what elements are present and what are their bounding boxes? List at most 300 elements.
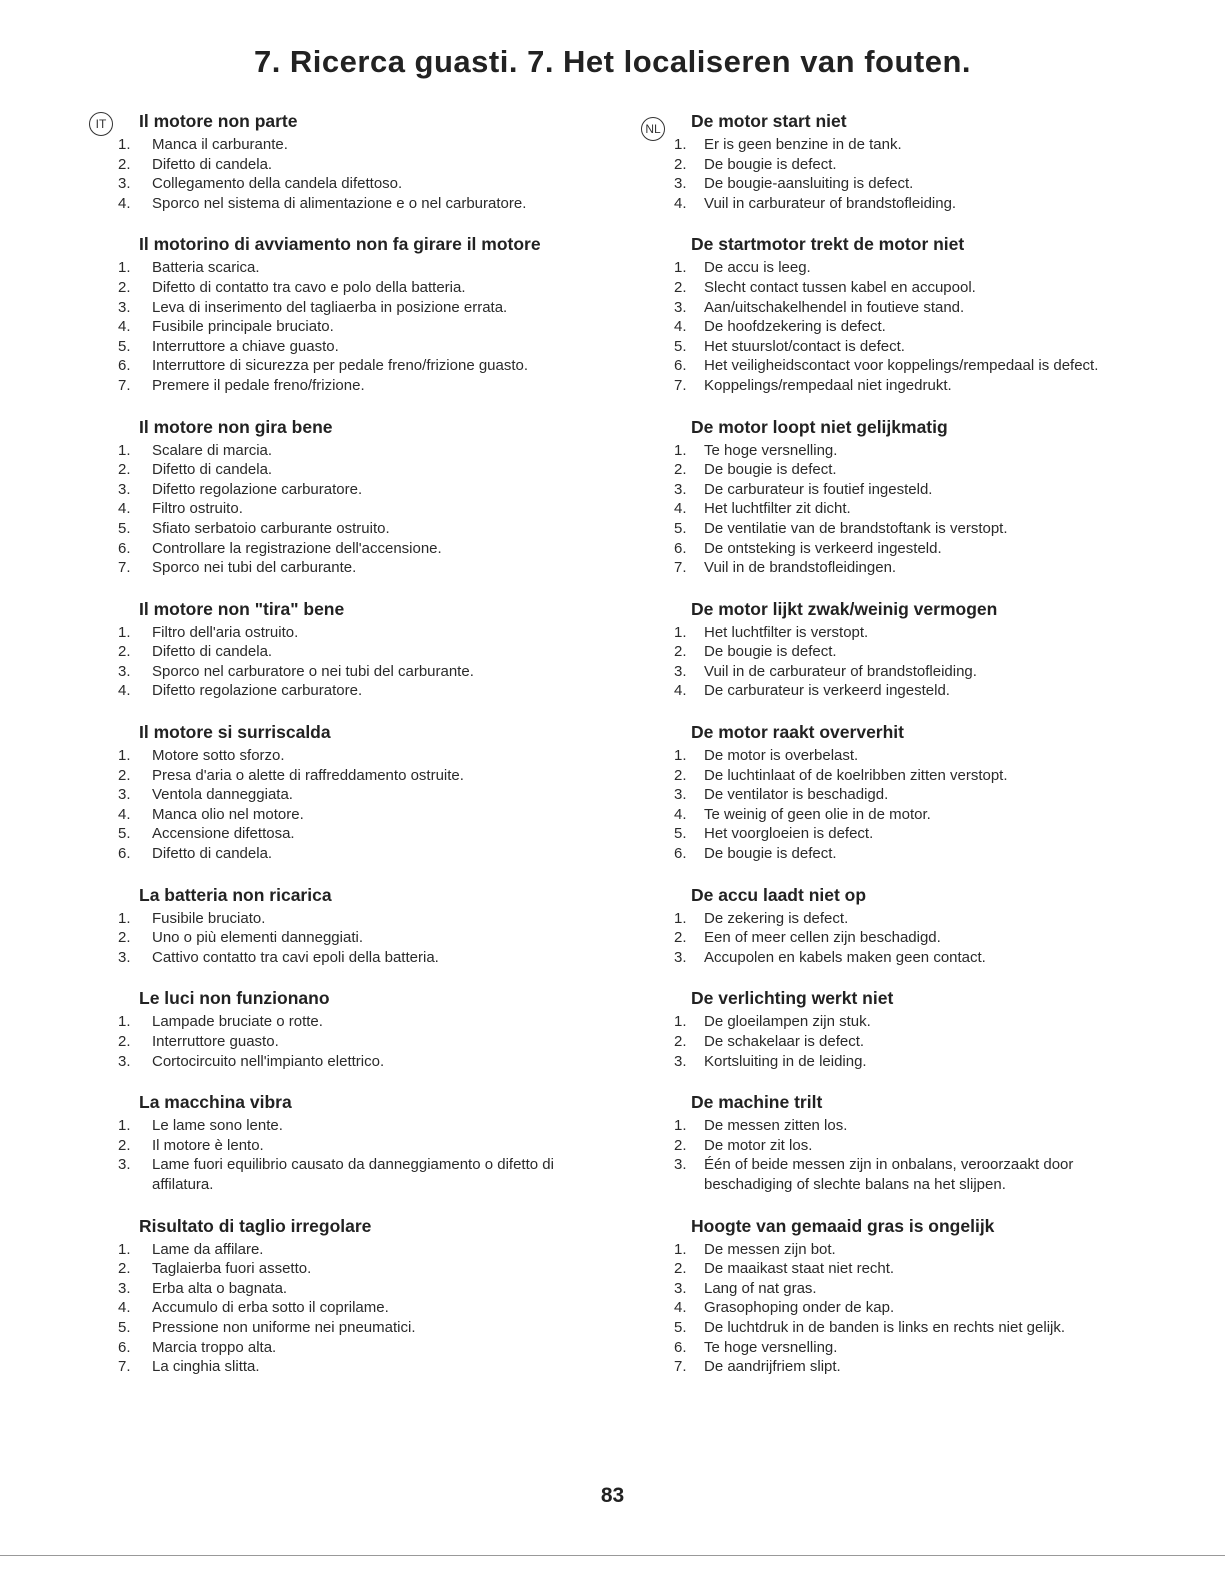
list-item-text: Te hoge versnelling. bbox=[704, 1338, 838, 1356]
list-item bbox=[112, 155, 612, 175]
list-item-number: 2. bbox=[674, 643, 687, 661]
list-item-text: De ventilatie van de brandstoftank is verstopt. bbox=[704, 519, 1008, 537]
list-item bbox=[666, 746, 1156, 766]
list-item bbox=[112, 928, 612, 948]
list-item bbox=[666, 1318, 1156, 1338]
list-item-text: Motore sotto sforzo. bbox=[152, 747, 285, 765]
fault-section bbox=[112, 987, 612, 1071]
list-item-number: 5. bbox=[674, 519, 687, 537]
list-item-text: De gloeilampen zijn stuk. bbox=[704, 1013, 871, 1031]
section-heading: De verlichting werkt niet bbox=[691, 988, 894, 1009]
list-item-number: 3. bbox=[118, 1279, 131, 1297]
section-heading: De machine trilt bbox=[691, 1092, 823, 1113]
list-item bbox=[666, 317, 1156, 337]
list-item bbox=[666, 499, 1156, 519]
list-item-text: Difetto di candela. bbox=[152, 643, 273, 661]
list-item bbox=[112, 1012, 612, 1032]
list-item bbox=[112, 298, 612, 318]
list-item-text: Batteria scarica. bbox=[152, 259, 260, 277]
fault-section bbox=[666, 987, 1156, 1071]
cause-list bbox=[666, 1116, 1156, 1194]
list-item-number: 7. bbox=[674, 1358, 687, 1376]
list-item bbox=[666, 1116, 1156, 1136]
list-item-text: Aan/uitschakelhendel in foutieve stand. bbox=[704, 298, 965, 316]
section-heading: Il motore non parte bbox=[139, 111, 298, 131]
list-item-text: Difetto di candela. bbox=[152, 461, 273, 479]
section-heading: La batteria non ricarica bbox=[139, 884, 332, 905]
list-item bbox=[666, 909, 1156, 929]
list-item-number: 2. bbox=[118, 643, 131, 661]
list-item bbox=[666, 1357, 1156, 1377]
list-item-number: 3. bbox=[674, 1279, 687, 1297]
list-item-text: Difetto regolazione carburatore. bbox=[152, 480, 363, 498]
cause-list bbox=[112, 1240, 612, 1377]
fault-section bbox=[112, 721, 612, 864]
list-item-text: Scalare di marcia. bbox=[152, 441, 273, 459]
list-item bbox=[666, 460, 1156, 480]
list-item-number: 5. bbox=[118, 519, 131, 537]
list-item bbox=[112, 1116, 612, 1136]
list-item-number: 6. bbox=[674, 539, 687, 557]
list-item-number: 7. bbox=[118, 559, 131, 577]
list-item-text: Premere il pedale freno/frizione. bbox=[152, 376, 365, 394]
list-item-number: 4. bbox=[674, 1299, 687, 1317]
list-item-number: 2. bbox=[674, 929, 687, 947]
list-item-text: De bougie is defect. bbox=[704, 155, 837, 173]
list-item-number: 4. bbox=[674, 682, 687, 700]
list-item bbox=[666, 480, 1156, 500]
list-item-number: 6. bbox=[674, 1338, 687, 1356]
list-item bbox=[112, 824, 612, 844]
language-badge-nl: NL bbox=[641, 117, 665, 141]
list-item bbox=[112, 135, 612, 155]
list-item-number: 2. bbox=[118, 155, 131, 173]
cause-list bbox=[112, 135, 612, 213]
list-item bbox=[666, 766, 1156, 786]
list-item-number: 1. bbox=[118, 909, 131, 927]
cause-list bbox=[112, 441, 612, 578]
list-item-number: 3. bbox=[118, 298, 131, 316]
list-item-number: 2. bbox=[118, 461, 131, 479]
list-item-number: 1. bbox=[674, 747, 687, 765]
list-item bbox=[666, 1052, 1156, 1072]
list-item bbox=[112, 1032, 612, 1052]
list-item-number: 3. bbox=[118, 948, 131, 966]
list-item-number: 3. bbox=[674, 662, 687, 680]
section-heading: De startmotor trekt de motor niet bbox=[691, 234, 965, 255]
list-item-text: Vuil in de brandstofleidingen. bbox=[704, 559, 897, 577]
list-item-text: De motor is overbelast. bbox=[704, 747, 859, 765]
list-item-number: 2. bbox=[674, 155, 687, 173]
list-item-text: De carburateur is foutief ingesteld. bbox=[704, 480, 933, 498]
list-item-number: 1. bbox=[118, 1013, 131, 1031]
list-item-text: Interruttore guasto. bbox=[152, 1033, 279, 1050]
cause-list bbox=[112, 623, 612, 701]
list-item-text: De hoofdzekering is defect. bbox=[704, 318, 886, 336]
list-item-text: Taglaierba fuori assetto. bbox=[152, 1260, 312, 1278]
list-item bbox=[112, 480, 612, 500]
list-item-number: 5. bbox=[118, 825, 131, 843]
list-item-number: 4. bbox=[118, 194, 131, 212]
list-item-text: Vuil in carburateur of brandstofleiding. bbox=[704, 194, 957, 212]
list-item-text: Uno o più elementi danneggiati. bbox=[152, 929, 363, 947]
list-item bbox=[112, 376, 612, 396]
list-item-number: 4. bbox=[118, 805, 131, 823]
list-item-number: 3. bbox=[674, 1156, 687, 1174]
list-item-text: De maaikast staat niet recht. bbox=[704, 1260, 895, 1278]
list-item-number: 3. bbox=[118, 786, 131, 804]
list-item-text: De schakelaar is defect. bbox=[704, 1033, 865, 1050]
section-heading: De motor lijkt zwak/weinig vermogen bbox=[691, 598, 998, 619]
list-item-number: 1. bbox=[118, 1117, 131, 1135]
list-item bbox=[666, 805, 1156, 825]
section-heading: Le luci non funzionano bbox=[139, 988, 330, 1009]
list-item-number: 6. bbox=[674, 357, 687, 375]
list-item-number: 5. bbox=[118, 337, 131, 355]
section-heading: Risultato di taglio irregolare bbox=[139, 1215, 372, 1236]
list-item bbox=[112, 174, 612, 194]
list-item-text: De luchtinlaat of de koelribben zitten verstopt. bbox=[704, 766, 1008, 784]
cause-list bbox=[666, 623, 1156, 701]
list-item bbox=[112, 519, 612, 539]
list-item-number: 5. bbox=[118, 1318, 131, 1336]
list-item bbox=[112, 642, 612, 662]
list-item-text: Lampade bruciate o rotte. bbox=[152, 1013, 323, 1031]
list-item-number: 1. bbox=[674, 1240, 687, 1258]
list-item-number: 3. bbox=[674, 786, 687, 804]
section-heading: Il motore non "tira" bene bbox=[139, 598, 345, 619]
list-item-number: 3. bbox=[674, 480, 687, 498]
cause-list bbox=[666, 135, 1156, 213]
list-item-number: 6. bbox=[118, 357, 131, 375]
list-item-text: Sfiato serbatoio carburante ostruito. bbox=[152, 519, 390, 537]
list-item bbox=[112, 785, 612, 805]
list-item-text: Leva di inserimento del tagliaerba in posizione errata. bbox=[152, 298, 508, 316]
section-heading: Il motorino di avviamento non fa girare il motore bbox=[139, 234, 541, 255]
list-item-text: Ventola danneggiata. bbox=[152, 786, 293, 804]
list-item-number: 7. bbox=[674, 559, 687, 577]
section-heading: Il motore si surriscalda bbox=[139, 722, 331, 743]
list-item-number: 3. bbox=[118, 1052, 131, 1070]
list-item bbox=[666, 356, 1156, 376]
list-item-number: 4. bbox=[674, 318, 687, 336]
list-item-number: 2. bbox=[674, 278, 687, 296]
list-item-number: 4. bbox=[118, 500, 131, 518]
bottom-divider bbox=[0, 1555, 1225, 1556]
list-item-text: Difetto di candela. bbox=[152, 155, 273, 173]
list-item-number: 1. bbox=[674, 136, 687, 153]
list-item bbox=[112, 1357, 612, 1377]
list-item-number: 2. bbox=[118, 278, 131, 296]
list-item-text: Lame fuori equilibrio causato da danneggiamento o difetto di affilatura. bbox=[152, 1156, 554, 1193]
list-item-number: 2. bbox=[118, 766, 131, 784]
list-item-number: 7. bbox=[674, 376, 687, 394]
list-item-number: 2. bbox=[674, 1136, 687, 1154]
list-item bbox=[112, 746, 612, 766]
list-item-text: De ontsteking is verkeerd ingesteld. bbox=[704, 539, 942, 557]
cause-list bbox=[112, 909, 612, 968]
list-item-text: Vuil in de carburateur of brandstofleiding. bbox=[704, 662, 977, 680]
list-item bbox=[112, 258, 612, 278]
list-item-text: Difetto di candela. bbox=[152, 845, 273, 863]
list-item-text: Het luchtfilter zit dicht. bbox=[704, 500, 851, 518]
list-item-number: 2. bbox=[118, 929, 131, 947]
list-item bbox=[666, 155, 1156, 175]
list-item-number: 5. bbox=[674, 337, 687, 355]
list-item bbox=[112, 1318, 612, 1338]
fault-section bbox=[112, 1091, 612, 1194]
list-item-text: Difetto regolazione carburatore. bbox=[152, 682, 363, 700]
sections-container bbox=[112, 110, 612, 1377]
list-item bbox=[666, 1012, 1156, 1032]
list-item-number: 3. bbox=[674, 298, 687, 316]
list-item-number: 2. bbox=[118, 1260, 131, 1278]
list-item bbox=[666, 258, 1156, 278]
cause-list bbox=[666, 1012, 1156, 1071]
list-item-number: 3. bbox=[674, 175, 687, 193]
list-item-number: 1. bbox=[674, 259, 687, 277]
list-item-text: De aandrijfriem slipt. bbox=[704, 1358, 841, 1376]
list-item-number: 4. bbox=[674, 194, 687, 212]
list-item-number: 2. bbox=[674, 1260, 687, 1278]
list-item bbox=[666, 824, 1156, 844]
list-item-number: 4. bbox=[674, 500, 687, 518]
list-item bbox=[666, 1259, 1156, 1279]
list-item-text: Koppelings/rempedaal niet ingedrukt. bbox=[704, 376, 952, 394]
list-item-text: Sporco nei tubi del carburante. bbox=[152, 559, 357, 577]
list-item bbox=[112, 1259, 612, 1279]
list-item bbox=[666, 376, 1156, 396]
list-item-text: Pressione non uniforme nei pneumatici. bbox=[152, 1318, 416, 1336]
list-item bbox=[112, 278, 612, 298]
cause-list bbox=[666, 258, 1156, 395]
list-item-text: Accensione difettosa. bbox=[152, 825, 295, 843]
list-item-number: 2. bbox=[674, 461, 687, 479]
list-item-text: Het voorgloeien is defect. bbox=[704, 825, 874, 843]
list-item-number: 1. bbox=[674, 1013, 687, 1031]
list-item bbox=[666, 135, 1156, 155]
list-item bbox=[112, 1136, 612, 1156]
list-item-number: 3. bbox=[674, 1052, 687, 1070]
list-item-number: 3. bbox=[674, 948, 687, 966]
list-item-text: Interruttore di sicurezza per pedale freno/frizione guasto. bbox=[152, 357, 529, 375]
fault-section bbox=[666, 233, 1156, 395]
list-item-text: Difetto di contatto tra cavo e polo della batteria. bbox=[152, 278, 466, 296]
list-item bbox=[666, 1240, 1156, 1260]
list-item-number: 2. bbox=[118, 1033, 131, 1050]
list-item-number: 1. bbox=[118, 259, 131, 277]
column-dutch bbox=[645, 110, 1156, 1397]
list-item bbox=[666, 1032, 1156, 1052]
list-item bbox=[666, 681, 1156, 701]
fault-section bbox=[112, 233, 612, 395]
list-item-number: 7. bbox=[118, 1358, 131, 1376]
list-item-text: Een of meer cellen zijn beschadigd. bbox=[704, 929, 941, 947]
list-item-text: De bougie is defect. bbox=[704, 461, 837, 479]
list-item-number: 6. bbox=[118, 845, 131, 863]
list-item-number: 1. bbox=[674, 623, 687, 641]
language-badge-it: IT bbox=[89, 112, 113, 136]
list-item-number: 5. bbox=[674, 825, 687, 843]
list-item bbox=[666, 844, 1156, 864]
list-item-number: 3. bbox=[118, 662, 131, 680]
list-item bbox=[666, 928, 1156, 948]
section-heading: De accu laadt niet op bbox=[691, 884, 867, 905]
list-item-text: Kortsluiting in de leiding. bbox=[704, 1052, 867, 1070]
list-item bbox=[112, 1155, 612, 1194]
list-item-text: De messen zitten los. bbox=[704, 1117, 848, 1135]
list-item bbox=[112, 623, 612, 643]
list-item bbox=[666, 1298, 1156, 1318]
list-item-text: Sporco nel sistema di alimentazione e o nel carburatore. bbox=[152, 194, 527, 212]
list-item-number: 1. bbox=[118, 623, 131, 641]
list-item-number: 1. bbox=[118, 1240, 131, 1258]
list-item-number: 1. bbox=[118, 747, 131, 765]
list-item bbox=[666, 558, 1156, 578]
section-heading: De motor start niet bbox=[691, 111, 847, 131]
fault-section bbox=[112, 416, 612, 578]
list-item-number: 3. bbox=[118, 175, 131, 193]
list-item bbox=[112, 1298, 612, 1318]
list-item-text: Manca il carburante. bbox=[152, 136, 288, 153]
list-item-text: De ventilator is beschadigd. bbox=[704, 786, 889, 804]
list-item-number: 1. bbox=[674, 909, 687, 927]
section-heading: La macchina vibra bbox=[139, 1092, 292, 1113]
fault-section bbox=[666, 884, 1156, 968]
list-item-number: 1. bbox=[674, 441, 687, 459]
list-item-text: Fusibile bruciato. bbox=[152, 909, 266, 927]
list-item bbox=[112, 1240, 612, 1260]
page-title: 7. Ricerca guasti. 7. Het localiseren van fouten. bbox=[253, 44, 972, 79]
list-item-text: De bougie-aansluiting is defect. bbox=[704, 175, 914, 193]
list-item bbox=[112, 499, 612, 519]
list-item-number: 6. bbox=[674, 845, 687, 863]
section-heading: Il motore non gira bene bbox=[139, 416, 333, 437]
cause-list bbox=[112, 258, 612, 395]
list-item-text: De bougie is defect. bbox=[704, 643, 837, 661]
list-item-text: Fusibile principale bruciato. bbox=[152, 318, 334, 336]
list-item-text: Het stuurslot/contact is defect. bbox=[704, 337, 905, 355]
sections-container bbox=[666, 110, 1156, 1377]
list-item-text: Te weinig of geen olie in de motor. bbox=[704, 805, 931, 823]
list-item bbox=[666, 298, 1156, 318]
cause-list bbox=[112, 1116, 612, 1194]
list-item-number: 3. bbox=[118, 1156, 131, 1174]
list-item-text: Erba alta o bagnata. bbox=[152, 1279, 288, 1297]
list-item-number: 2. bbox=[674, 1033, 687, 1050]
list-item-text: De luchtdruk in de banden is links en rechts niet gelijk. bbox=[704, 1318, 1066, 1336]
cause-list bbox=[112, 1012, 612, 1071]
list-item bbox=[112, 356, 612, 376]
fault-section bbox=[112, 884, 612, 968]
list-item bbox=[112, 844, 612, 864]
fault-section bbox=[666, 416, 1156, 578]
list-item bbox=[112, 317, 612, 337]
list-item-text: Cortocircuito nell'impianto elettrico. bbox=[152, 1052, 385, 1070]
list-item-text: Slecht contact tussen kabel en accupool. bbox=[704, 278, 976, 296]
list-item bbox=[666, 623, 1156, 643]
list-item-text: Manca olio nel motore. bbox=[152, 805, 304, 823]
list-item bbox=[666, 174, 1156, 194]
list-item-text: Presa d'aria o alette di raffreddamento ostruite. bbox=[152, 766, 464, 784]
list-item bbox=[112, 681, 612, 701]
list-item bbox=[666, 1279, 1156, 1299]
list-item bbox=[666, 539, 1156, 559]
fault-section bbox=[112, 1215, 612, 1377]
list-item-text: De motor zit los. bbox=[704, 1136, 813, 1154]
list-item-text: De accu is leeg. bbox=[704, 259, 811, 277]
cause-list bbox=[666, 746, 1156, 864]
list-item-number: 7. bbox=[118, 376, 131, 394]
list-item bbox=[112, 948, 612, 968]
cause-list bbox=[666, 909, 1156, 968]
fault-section bbox=[112, 598, 612, 701]
list-item bbox=[112, 909, 612, 929]
list-item-number: 2. bbox=[118, 1136, 131, 1154]
section-heading: Hoogte van gemaaid gras is ongelijk bbox=[691, 1215, 995, 1236]
fault-section bbox=[112, 110, 612, 213]
list-item-text: Marcia troppo alta. bbox=[152, 1338, 277, 1356]
list-item bbox=[112, 539, 612, 559]
list-item-number: 1. bbox=[118, 136, 131, 153]
list-item-text: Cattivo contatto tra cavi epoli della batteria. bbox=[152, 948, 439, 966]
list-item-number: 6. bbox=[118, 1338, 131, 1356]
list-item bbox=[666, 337, 1156, 357]
list-item bbox=[666, 1338, 1156, 1358]
list-item-number: 1. bbox=[118, 441, 131, 459]
list-item bbox=[666, 194, 1156, 214]
list-item bbox=[112, 1279, 612, 1299]
list-item bbox=[112, 337, 612, 357]
list-item-text: Controllare la registrazione dell'accensione. bbox=[152, 539, 442, 557]
column-italian bbox=[95, 110, 612, 1397]
list-item-number: 4. bbox=[118, 318, 131, 336]
list-item-text: Le lame sono lente. bbox=[152, 1117, 283, 1135]
page-number: 83 bbox=[600, 1484, 625, 1507]
list-item-number: 4. bbox=[118, 682, 131, 700]
list-item-text: Lang of nat gras. bbox=[704, 1279, 817, 1297]
list-item bbox=[666, 662, 1156, 682]
list-item-number: 4. bbox=[118, 1299, 131, 1317]
list-item-text: Filtro ostruito. bbox=[152, 500, 243, 518]
cause-list bbox=[112, 746, 612, 864]
list-item-text: Accumulo di erba sotto il coprilame. bbox=[152, 1299, 389, 1317]
section-heading: De motor raakt oververhit bbox=[691, 722, 904, 743]
list-item-number: 4. bbox=[674, 805, 687, 823]
list-item-text: De zekering is defect. bbox=[704, 909, 849, 927]
list-item bbox=[666, 519, 1156, 539]
list-item bbox=[112, 1052, 612, 1072]
list-item-text: Collegamento della candela difettoso. bbox=[152, 175, 403, 193]
list-item-text: Het luchtfilter is verstopt. bbox=[704, 623, 869, 641]
list-item-text: Sporco nel carburatore o nei tubi del carburante. bbox=[152, 662, 474, 680]
list-item-text: Er is geen benzine in de tank. bbox=[704, 136, 902, 153]
fault-section bbox=[666, 1091, 1156, 1194]
fault-section bbox=[666, 598, 1156, 701]
list-item-text: De carburateur is verkeerd ingesteld. bbox=[704, 682, 950, 700]
list-item bbox=[112, 441, 612, 461]
cause-list bbox=[666, 1240, 1156, 1377]
fault-section bbox=[666, 1215, 1156, 1377]
list-item bbox=[112, 805, 612, 825]
list-item bbox=[666, 642, 1156, 662]
list-item-number: 5. bbox=[674, 1318, 687, 1336]
list-item-text: Accupolen en kabels maken geen contact. bbox=[704, 948, 986, 966]
list-item-number: 2. bbox=[674, 766, 687, 784]
list-item bbox=[666, 441, 1156, 461]
list-item-text: Lame da affilare. bbox=[152, 1240, 264, 1258]
list-item-text: De bougie is defect. bbox=[704, 845, 837, 863]
